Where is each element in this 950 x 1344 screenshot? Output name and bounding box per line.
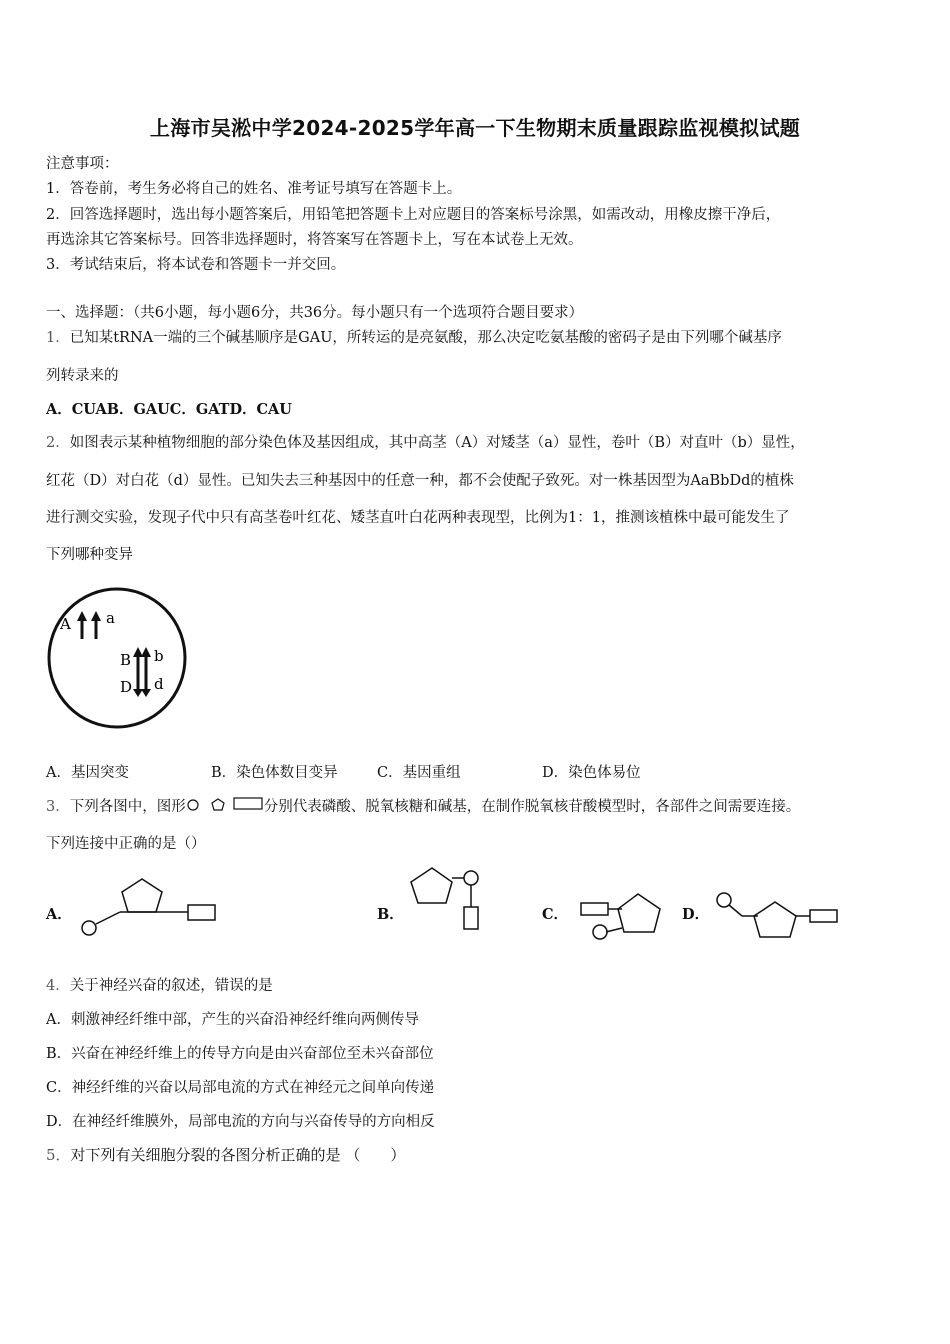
- nucleotide-diagram-c: [578, 884, 666, 942]
- nucleotide-diagram-b: [406, 862, 486, 934]
- question-2-text: 如图表示某种植物细胞的部分染色体及基因组成，其中高茎（A）对矮茎（a）显性，卷叶（B）对直叶（b）显性，: [69, 435, 805, 451]
- question-3-line1: [46, 795, 800, 816]
- question-1-text: 已知某tRNA一端的三个碱基顺序是GAU，所转运的是亮氨酸，那么决定吃氨基酸的密码子是由下列哪个碱基序: [69, 330, 782, 346]
- question-3-option-d-label: D．: [682, 906, 710, 923]
- question-5-number: 5．: [46, 1146, 71, 1164]
- nucleotide-diagram-d: [714, 890, 844, 942]
- question-1-line2: 列转录来的: [46, 368, 119, 384]
- question-2-option-b: B．染色体数目变异: [211, 765, 338, 781]
- question-4-option-b: B．兴奋在神经纤维上的传导方向是由兴奋部位至未兴奋部位: [46, 1046, 434, 1062]
- base-rectangle-icon: [234, 798, 262, 809]
- gene-label-b: b: [154, 647, 164, 665]
- deoxyribose-pentagon-icon: [212, 799, 224, 810]
- question-1-number: 1．: [46, 330, 70, 346]
- gene-label-D: D: [120, 678, 133, 696]
- notice-item-2: 2．回答选择题时，选出每小题答案后，用铅笔把答题卡上对应题目的答案标号涂黑，如需改动，用橡皮擦干净后，: [46, 207, 781, 223]
- question-4-option-c: C．神经纤维的兴奋以局部电流的方式在神经元之间单向传递: [46, 1080, 435, 1096]
- question-3-number: 3．: [46, 799, 70, 815]
- cell-chromosome-figure: [44, 585, 190, 731]
- question-1-line1: [46, 326, 782, 347]
- question-2-line1: [46, 431, 805, 452]
- notice-item-3: 3．考试结束后，将本试卷和答题卡一并交回。: [46, 257, 346, 273]
- question-4-number: 4．: [46, 978, 70, 994]
- question-2-line3: 进行测交实验，发现子代中只有高茎卷叶红花、矮茎直叶白花两种表现型，比例为1：1，推测该植株中最可能发生了: [46, 510, 790, 526]
- question-2-number: 2．: [46, 435, 70, 451]
- question-4-stem: 关于神经兴奋的叙述，错误的是: [69, 978, 273, 994]
- question-5-stem: 对下列有关细胞分裂的各图分析正确的是 （ ）: [70, 1146, 406, 1164]
- gene-label-a: a: [106, 609, 115, 627]
- question-3-text-post: 分别代表磷酸、脱氧核糖和碱基，在制作脱氧核苷酸模型时，各部件之间需要连接。: [263, 799, 801, 815]
- question-5-stem-line: [46, 1144, 405, 1165]
- question-4-stem-line: [46, 974, 273, 995]
- notice-heading: 注意事项：: [46, 156, 119, 172]
- question-4-option-a: A．刺激神经纤维中部，产生的兴奋沿神经纤维向两侧传导: [46, 1012, 419, 1028]
- nucleotide-diagram-a: [78, 874, 220, 938]
- question-2-option-d: D．染色体易位: [542, 765, 641, 781]
- gene-label-A: A: [60, 615, 71, 633]
- question-4-option-d: D．在神经纤维膜外，局部电流的方向与兴奋传导的方向相反: [46, 1114, 435, 1130]
- question-3-line2: 下列连接中正确的是（）: [46, 836, 206, 852]
- question-3-text-pre: 下列各图中，图形: [69, 799, 186, 815]
- question-3-option-a-label: A．: [46, 906, 72, 923]
- question-2-option-c: C．基因重组: [377, 765, 461, 781]
- question-3-option-c-label: C．: [542, 906, 569, 923]
- phosphate-circle-icon: [188, 800, 198, 810]
- gene-label-B: B: [120, 651, 132, 669]
- notice-item-1: 1．答卷前，考生务必将自己的姓名、准考证号填写在答题卡上。: [46, 181, 462, 197]
- question-2-line2: 红花（D）对白花（d）显性。已知失去三种基因中的任意一种，都不会使配子致死。对一株基因型为AaBbDd的植株: [46, 473, 794, 489]
- question-1-options: A．CUAB．GAUC．GATD．CAU: [46, 401, 292, 418]
- page-title: 上海市吴淞中学2024-2025学年高一下生物期末质量跟踪监视模拟试题: [149, 116, 801, 140]
- section-heading: 一、选择题：（共6小题，每小题6分，共36分。每小题只有一个选项符合题目要求）: [46, 305, 584, 321]
- question-3-option-b-label: B．: [377, 906, 404, 923]
- notice-item-2-cont: 再选涂其它答案标号。回答非选择题时，将答案写在答题卡上，写在本试卷上无效。: [46, 232, 583, 248]
- question-2-line4: 下列哪种变异: [46, 547, 133, 563]
- symbol-legend-icons: [186, 795, 264, 815]
- gene-label-d: d: [154, 675, 164, 693]
- question-2-option-a: A．基因突变: [46, 765, 129, 781]
